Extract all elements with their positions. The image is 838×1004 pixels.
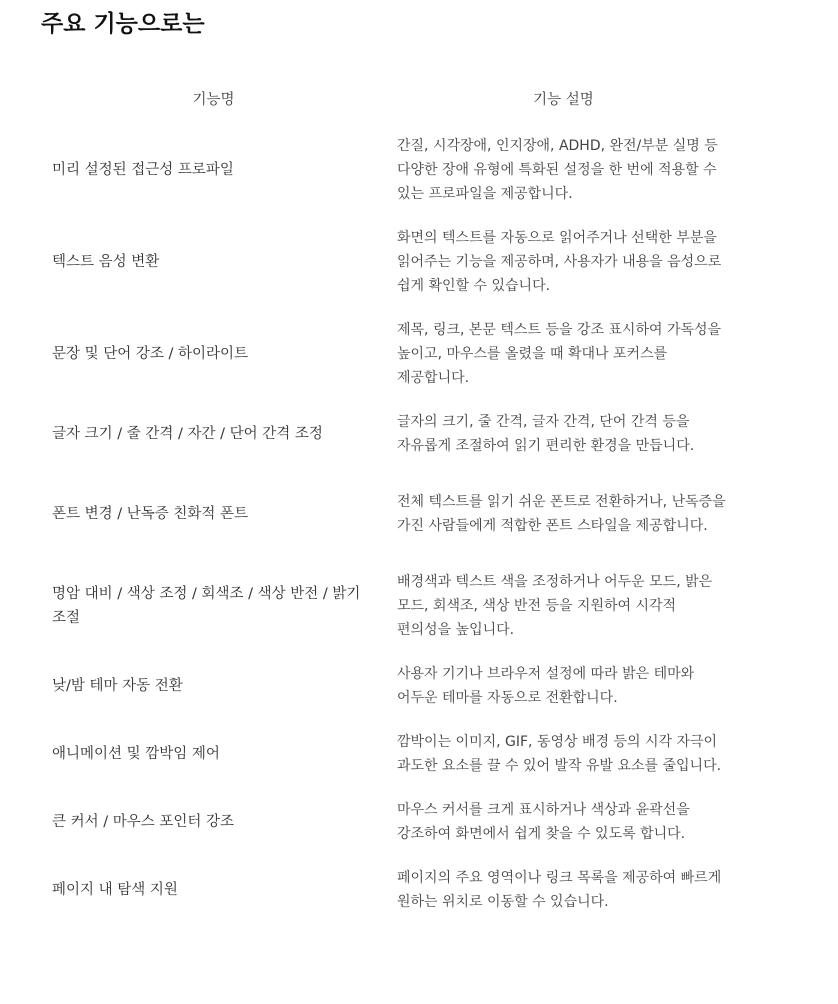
- feature-description: 사용자 기기나 브라우저 설정에 따라 밝은 테마와 어두운 테마를 자동으로 전환합니다.: [397, 666, 695, 706]
- features-table: [40, 72, 740, 924]
- feature-name: 미리 설정된 접근성 프로파일: [52, 162, 234, 178]
- table-row: [40, 788, 740, 856]
- column-header-name: 기능명: [192, 91, 235, 108]
- feature-name: 폰트 변경 / 난독증 친화적 폰트: [52, 506, 249, 522]
- feature-description: 제목, 링크, 본문 텍스트 등을 강조 표시하여 가독성을 높이고, 마우스를 올렸을 때 확대나 포커스를 제공합니다.: [397, 322, 722, 386]
- table-row: [40, 308, 740, 400]
- table-row: [40, 216, 740, 308]
- feature-name: 명암 대비 / 색상 조정 / 회색조 / 색상 반전 / 밝기 조절: [52, 586, 361, 626]
- feature-name: 큰 커서 / 마우스 포인터 강조: [52, 814, 235, 830]
- table-row: [40, 124, 740, 216]
- feature-name: 낮/밤 테마 자동 전환: [52, 678, 183, 694]
- table-row: [40, 856, 740, 924]
- table-row: [40, 652, 740, 720]
- feature-description: 깜박이는 이미지, GIF, 동영상 배경 등의 시각 자극이 과도한 요소를 끌 수 있어 발작 유발 요소를 줄입니다.: [397, 734, 722, 774]
- table-header: [40, 72, 740, 124]
- feature-description: 글자의 크기, 줄 간격, 글자 간격, 단어 간격 등을 자유롭게 조절하여 읽기 편리한 환경을 만듭니다.: [397, 414, 695, 454]
- feature-name: 텍스트 음성 변환: [52, 254, 160, 270]
- feature-name: 페이지 내 탐색 지원: [52, 882, 178, 898]
- feature-name: 애니메이션 및 깜박임 제어: [52, 746, 220, 762]
- feature-name: 글자 크기 / 줄 간격 / 자간 / 단어 간격 조정: [52, 426, 323, 442]
- table-row: [40, 720, 740, 788]
- section-heading: 주요 기능으로는: [41, 11, 205, 37]
- feature-description: 배경색과 텍스트 색을 조정하거나 어두운 모드, 밝은 모드, 회색조, 색상 반전 등을 지원하여 시각적 편의성을 높입니다.: [397, 574, 713, 638]
- feature-description: 간질, 시각장애, 인지장애, ADHD, 완전/부분 실명 등 다양한 장애 유형에 특화된 설정을 한 번에 적용할 수 있는 프로파일을 제공합니다.: [397, 138, 718, 202]
- table-row: [40, 560, 740, 652]
- feature-description: 전체 텍스트를 읽기 쉬운 폰트로 전환하거나, 난독증을 가진 사람들에게 적합한 폰트 스타일을 제공합니다.: [397, 494, 726, 534]
- table-row: [40, 400, 740, 468]
- feature-description: 페이지의 주요 영역이나 링크 목록을 제공하여 빠르게 원하는 위치로 이동할 수 있습니다.: [397, 870, 722, 910]
- feature-description: 마우스 커서를 크게 표시하거나 색상과 윤곽선을 강조하여 화면에서 쉽게 찾을 수 있도록 합니다.: [397, 802, 690, 842]
- feature-description: 화면의 텍스트를 자동으로 읽어주거나 선택한 부분을 읽어주는 기능을 제공하며, 사용자가 내용을 음성으로 쉽게 확인할 수 있습니다.: [397, 230, 722, 294]
- table-row: [40, 468, 740, 560]
- column-header-description: 기능 설명: [533, 91, 594, 108]
- feature-name: 문장 및 단어 강조 / 하이라이트: [52, 346, 249, 362]
